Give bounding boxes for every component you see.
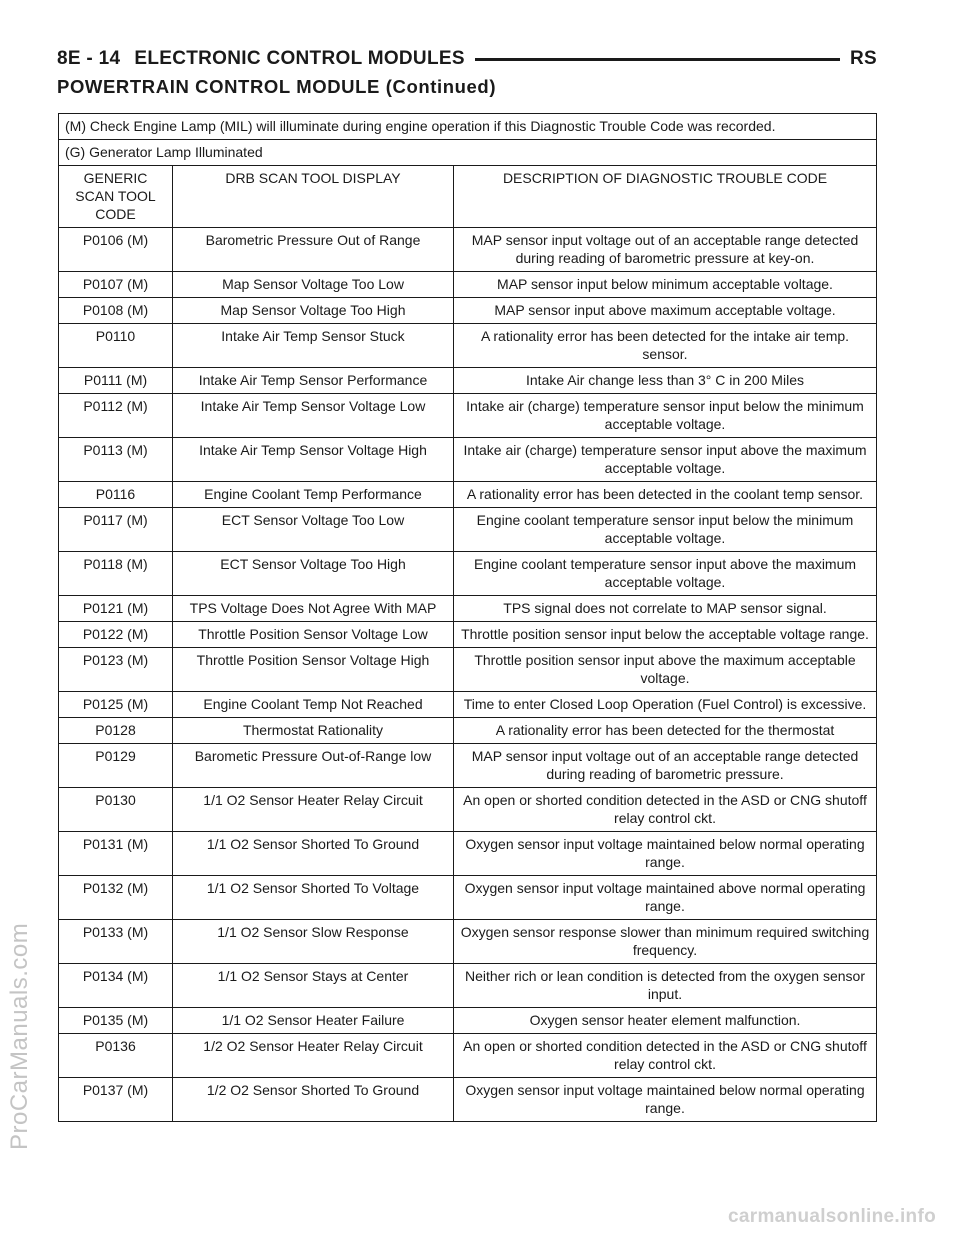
table-row [59, 920, 877, 964]
side-watermark: ProCarManuals.com [6, 922, 33, 1150]
cell-display: ECT Sensor Voltage Too Low [173, 508, 454, 552]
cell-code: P0130 [59, 788, 173, 832]
note-mil: (M) Check Engine Lamp (MIL) will illuminate during engine operation if this Diagnostic Trouble Code was recorded. [59, 114, 877, 140]
cell-description: MAP sensor input voltage out of an acceptable range detected during reading of barometric pressure. [454, 744, 877, 788]
cell-display: 1/1 O2 Sensor Slow Response [173, 920, 454, 964]
cell-code: P0122 (M) [59, 622, 173, 648]
cell-description: Oxygen sensor heater element malfunction. [454, 1008, 877, 1034]
cell-code: P0111 (M) [59, 368, 173, 394]
cell-description: A rationality error has been detected for the intake air temp. sensor. [454, 324, 877, 368]
table-row [59, 622, 877, 648]
cell-description: Oxygen sensor input voltage maintained below normal operating range. [454, 832, 877, 876]
dtc-table [58, 113, 877, 1122]
cell-description: MAP sensor input voltage out of an acceptable range detected during reading of barometric pressure at key-on. [454, 228, 877, 272]
cell-display: ECT Sensor Voltage Too High [173, 552, 454, 596]
table-row [59, 368, 877, 394]
table-row [59, 744, 877, 788]
cell-code: P0116 [59, 482, 173, 508]
table-row [59, 596, 877, 622]
footer-watermark: carmanualsonline.info [728, 1206, 936, 1227]
cell-description: MAP sensor input above maximum acceptable voltage. [454, 298, 877, 324]
cell-description: Oxygen sensor response slower than minimum required switching frequency. [454, 920, 877, 964]
cell-code: P0108 (M) [59, 298, 173, 324]
cell-description: An open or shorted condition detected in the ASD or CNG shutoff relay control ckt. [454, 788, 877, 832]
table-row [59, 1034, 877, 1078]
cell-description: A rationality error has been detected for the thermostat [454, 718, 877, 744]
cell-code: P0137 (M) [59, 1078, 173, 1122]
section-title: ELECTRONIC CONTROL MODULES [134, 48, 465, 69]
cell-display: Engine Coolant Temp Performance [173, 482, 454, 508]
cell-description: Engine coolant temperature sensor input above the maximum acceptable voltage. [454, 552, 877, 596]
table-row [59, 1078, 877, 1122]
cell-display: 1/1 O2 Sensor Heater Failure [173, 1008, 454, 1034]
cell-display: Map Sensor Voltage Too High [173, 298, 454, 324]
cell-display: 1/1 O2 Sensor Heater Relay Circuit [173, 788, 454, 832]
cell-display: Engine Coolant Temp Not Reached [173, 692, 454, 718]
cell-display: Intake Air Temp Sensor Performance [173, 368, 454, 394]
table-row [59, 482, 877, 508]
cell-code: P0135 (M) [59, 1008, 173, 1034]
cell-display: 1/1 O2 Sensor Shorted To Voltage [173, 876, 454, 920]
cell-display: Barometric Pressure Out of Range [173, 228, 454, 272]
cell-code: P0113 (M) [59, 438, 173, 482]
table-row [59, 876, 877, 920]
cell-description: TPS signal does not correlate to MAP sensor signal. [454, 596, 877, 622]
note-generator: (G) Generator Lamp Illuminated [59, 140, 877, 166]
cell-description: Engine coolant temperature sensor input below the minimum acceptable voltage. [454, 508, 877, 552]
cell-description: Time to enter Closed Loop Operation (Fuel Control) is excessive. [454, 692, 877, 718]
table-row [59, 552, 877, 596]
table-row [59, 648, 877, 692]
table-row [59, 788, 877, 832]
cell-display: 1/1 O2 Sensor Stays at Center [173, 964, 454, 1008]
cell-display: Throttle Position Sensor Voltage High [173, 648, 454, 692]
cell-code: P0118 (M) [59, 552, 173, 596]
cell-code: P0106 (M) [59, 228, 173, 272]
cell-display: 1/2 O2 Sensor Shorted To Ground [173, 1078, 454, 1122]
cell-code: P0136 [59, 1034, 173, 1078]
table-row [59, 832, 877, 876]
cell-display: Barometic Pressure Out-of-Range low [173, 744, 454, 788]
cell-code: P0123 (M) [59, 648, 173, 692]
cell-code: P0133 (M) [59, 920, 173, 964]
table-row [59, 692, 877, 718]
model-code: RS [850, 48, 877, 69]
cell-code: P0132 (M) [59, 876, 173, 920]
cell-display: 1/2 O2 Sensor Heater Relay Circuit [173, 1034, 454, 1078]
table-row [59, 1008, 877, 1034]
table-row [59, 228, 877, 272]
cell-code: P0125 (M) [59, 692, 173, 718]
note-row [59, 140, 877, 166]
cell-description: MAP sensor input below minimum acceptable voltage. [454, 272, 877, 298]
table-row [59, 718, 877, 744]
cell-display: 1/1 O2 Sensor Shorted To Ground [173, 832, 454, 876]
column-header-display: DRB SCAN TOOL DISPLAY [173, 166, 454, 228]
cell-code: P0117 (M) [59, 508, 173, 552]
page-header [57, 46, 877, 72]
cell-description: Oxygen sensor input voltage maintained above normal operating range. [454, 876, 877, 920]
column-header-row [59, 166, 877, 228]
table-row [59, 272, 877, 298]
cell-code: P0128 [59, 718, 173, 744]
cell-code: P0107 (M) [59, 272, 173, 298]
cell-code: P0110 [59, 324, 173, 368]
cell-code: P0134 (M) [59, 964, 173, 1008]
page-number: 8E - 14 [57, 48, 121, 69]
note-row [59, 114, 877, 140]
cell-description: A rationality error has been detected in the coolant temp sensor. [454, 482, 877, 508]
cell-description: Throttle position sensor input above the maximum acceptable voltage. [454, 648, 877, 692]
table-row [59, 438, 877, 482]
page-subtitle: POWERTRAIN CONTROL MODULE (Continued) [57, 76, 497, 97]
cell-description: Throttle position sensor input below the acceptable voltage range. [454, 622, 877, 648]
cell-description: Intake Air change less than 3° C in 200 Miles [454, 368, 877, 394]
cell-display: Thermostat Rationality [173, 718, 454, 744]
table-row [59, 964, 877, 1008]
column-header-code: GENERIC SCAN TOOL CODE [59, 166, 173, 228]
cell-display: Throttle Position Sensor Voltage Low [173, 622, 454, 648]
cell-code: P0131 (M) [59, 832, 173, 876]
cell-display: Intake Air Temp Sensor Stuck [173, 324, 454, 368]
cell-code: P0112 (M) [59, 394, 173, 438]
table-row [59, 508, 877, 552]
table-row [59, 298, 877, 324]
table-row [59, 324, 877, 368]
cell-description: An open or shorted condition detected in the ASD or CNG shutoff relay control ckt. [454, 1034, 877, 1078]
cell-code: P0129 [59, 744, 173, 788]
cell-display: Map Sensor Voltage Too Low [173, 272, 454, 298]
cell-code: P0121 (M) [59, 596, 173, 622]
cell-display: TPS Voltage Does Not Agree With MAP [173, 596, 454, 622]
column-header-description: DESCRIPTION OF DIAGNOSTIC TROUBLE CODE [454, 166, 877, 228]
cell-display: Intake Air Temp Sensor Voltage Low [173, 394, 454, 438]
cell-description: Oxygen sensor input voltage maintained below normal operating range. [454, 1078, 877, 1122]
cell-description: Intake air (charge) temperature sensor input above the maximum acceptable voltage. [454, 438, 877, 482]
cell-display: Intake Air Temp Sensor Voltage High [173, 438, 454, 482]
table-row [59, 394, 877, 438]
header-rule [475, 58, 840, 61]
cell-description: Intake air (charge) temperature sensor input below the minimum acceptable voltage. [454, 394, 877, 438]
cell-description: Neither rich or lean condition is detected from the oxygen sensor input. [454, 964, 877, 1008]
